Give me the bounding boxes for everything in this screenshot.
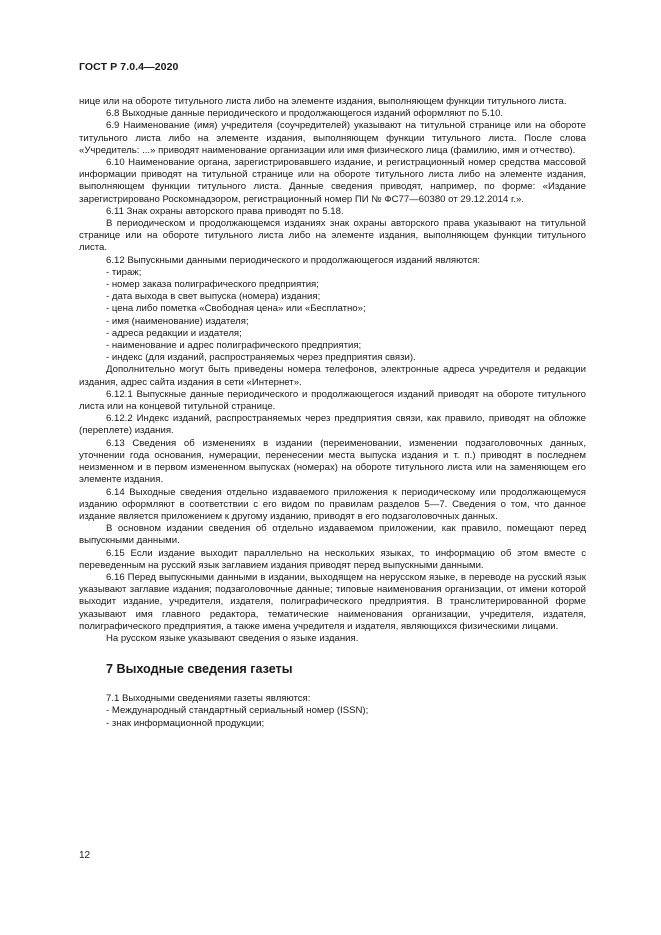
list-item: - цена либо пометка «Свободная цена» или «Бесплатно»;: [106, 303, 366, 315]
list-item: - индекс (для изданий, распространяемых через предприятия связи).: [106, 352, 416, 364]
paragraph: 6.10 Наименование органа, зарегистрировавшего издание, и регистрационный номер средства массовой информации приводят на титульной странице или на обороте титульного листа либо на элементе издания, выполняющем функции титульного листа. Данные сведения приводят, например, по форме: «Издание зарегистрировано Роскомнадзором, регистрационный номер ПИ № ФС77—60380 от 29.12.2014 г.».: [79, 157, 586, 205]
paragraph: 6.12.1 Выпускные данные периодического и продолжающегося изданий приводят на обороте титульного листа или на концевой титульной странице.: [79, 388, 586, 413]
paragraph: Дополнительно могут быть приведены номера телефонов, электронные адреса учредителя и редакции издания, адрес сайта издания в сети «Интернет».: [79, 364, 586, 388]
page-body: [79, 96, 586, 730]
paragraph: 6.14 Выходные сведения отдельно издаваемого приложения к периодическому или продолжающемуся изданию оформляют в соответствии с его видом по правилам разделов 5—7. Сведения о том, что данное издание является приложением к другому изданию, приводят в его подзаголовочных данных.: [79, 486, 586, 522]
paragraph: 6.8 Выходные данные периодического и продолжающегося изданий оформляют по 5.10.: [106, 108, 504, 120]
list-item: - дата выхода в свет выпуска (номера) издания;: [106, 291, 321, 303]
list-item: - адреса редакции и издателя;: [106, 327, 242, 339]
paragraph: 6.15 Если издание выходит параллельно на нескольких языках, то информацию об этом вместе с переведенным на русский язык заглавием издания приводят перед выпускными данными.: [79, 547, 586, 571]
paragraph: 6.16 Перед выпускными данными в издании, выходящем на нерусском языке, в переводе на русский язык указывают заглавие издания; подзаголовочные данные; типовые наименования организации, от имени которой выходит издание, учредителя, издателя, полиграфического предприятия. В транслитерированной форме указывают имя главного редактора, тематические наименования организации, учредителя, издателя, полиграфического предприятия, а также имена учредителя и издателя, являющихся физическими лицами.: [79, 571, 586, 632]
paragraph: 6.12.2 Индекс изданий, распространяемых через предприятия связи, как правило, приводят на обложке (переплете) издания.: [79, 413, 586, 437]
section-heading: 7 Выходные сведения газеты: [106, 662, 293, 677]
paragraph: В основном издании сведения об отдельно издаваемом приложении, как правило, помещают перед выпускными данными.: [79, 523, 586, 547]
list-item: - имя (наименование) издателя;: [106, 315, 249, 327]
list-item: - тираж;: [106, 266, 142, 278]
paragraph: 6.11 Знак охраны авторского права приводят по 5.18.: [106, 205, 344, 217]
paragraph: нице или на обороте титульного листа либо на элементе издания, выполняющем функции титульного листа.: [79, 96, 567, 107]
standard-header: ГОСТ Р 7.0.4—2020: [79, 61, 179, 73]
paragraph: На русском языке указывают сведения о языке издания.: [106, 632, 359, 644]
paragraph: 6.13 Сведения об изменениях в издании (переименовании, изменении подзаголовочных данных, уточнении года основания, нумерации, перенесении места выпуска издания и т. п.) приводят в последнем неизменном и в первом измененном выпусках (номерах) на обороте титульного листа или на заменяющем его элементе издания.: [79, 437, 586, 486]
page-number: 12: [79, 850, 91, 861]
list-item: - знак информационной продукции;: [106, 717, 265, 729]
paragraph: 7.1 Выходными сведениями газеты являются:: [106, 693, 311, 705]
list-item: - номер заказа полиграфического предприятия;: [106, 279, 319, 291]
paragraph: В периодическом и продолжающемся изданиях знак охраны авторского права указывают на титульной странице или на обороте титульного листа либо на элементе издания, выполняющем функции титульного листа.: [79, 218, 586, 254]
list-item: - наименование и адрес полиграфического предприятия;: [106, 340, 362, 352]
list-item: - Международный стандартный сериальный номер (ISSN);: [106, 705, 369, 717]
paragraph: 6.9 Наименование (имя) учредителя (соучредителей) указывают на титульной странице или на обороте титульного листа либо на элементе издания, выполняющем функции титульного листа. После слова «Учредитель: ...» приводят наименование организации или имя физического лица (фамилию, имя и отчество).: [79, 120, 586, 156]
paragraph: 6.12 Выпускными данными периодического и продолжающегося изданий являются:: [106, 254, 481, 266]
